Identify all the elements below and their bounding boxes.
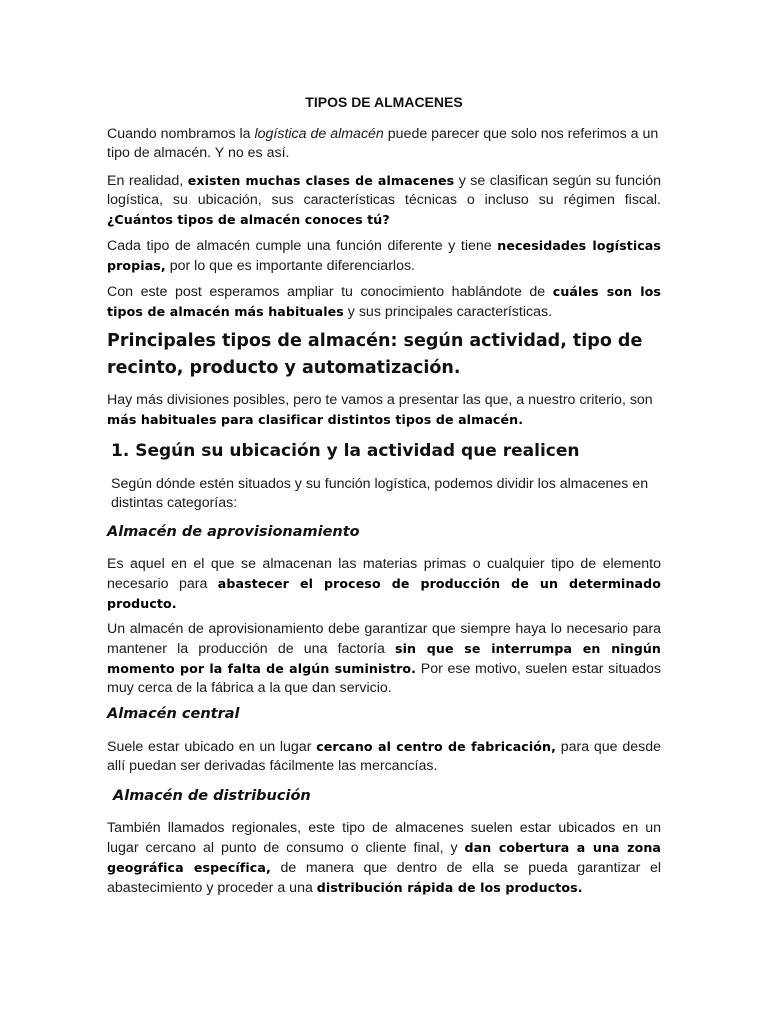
document-title: TIPOS DE ALMACENES	[305, 94, 463, 110]
bold-text: existen muchas clases de almacenes	[187, 173, 455, 188]
italic-term: logística de almacén	[254, 126, 384, 142]
heading-distribucion: Almacén de distribución	[113, 788, 311, 804]
heading-aprovisionamiento: Almacén de aprovisionamiento	[107, 524, 360, 540]
paragraph-aprov-1: Es aquel en el que se almacenan las materias primas o cualquier tipo de elemento necesario para abastecer el proceso de producción de un determinado producto.	[107, 556, 662, 611]
heading-central: Almacén central	[107, 706, 240, 722]
paragraph-realidad: En realidad, existen muchas clases de almacenes y se clasifican según su función logística, su ubicación, sus características técnicas o incluso su régimen fiscal. ¿Cuántos tipos de almacén conoces tú?	[107, 173, 661, 227]
paragraph-aprov-2: Un almacén de aprovisionamiento debe garantizar que siempre haya lo necesario para mantener la producción de una factoría sin que se interrumpa en ningún momento por la falta de algún suministro. Por ese motivo, suelen estar situados muy cerca de la fábrica a la que dan servicio.	[107, 621, 661, 696]
paragraph-intro: Cuando nombramos la logística de almacén puede parecer que solo nos referimos a un tipo de almacén. Y no es así.	[107, 126, 659, 161]
heading-principales: Principales tipos de almacén: según actividad, tipo de recinto, producto y automatización.	[107, 331, 643, 378]
bold-text: distribución rápida de los productos.	[316, 880, 583, 895]
paragraph-distribucion: También llamados regionales, este tipo de almacenes suelen estar ubicados en un lugar cercano al punto de consumo o cliente final, y dan cobertura a una zona geográfica específica, de manera que dentro de ella se pueda garantizar el abastecimiento y proceder a una distribución rápida de los productos.	[107, 820, 661, 896]
paragraph-segun: Según dónde estén situados y su función logística, podemos dividir los almacenes en distintas categorías:	[111, 476, 649, 511]
bold-text: dan cobertura a una zona geográfica específica,	[107, 840, 661, 875]
bold-text: cuáles son los tipos de almacén más habituales	[107, 284, 661, 319]
bold-text: cercano al centro de fabricación,	[316, 739, 556, 754]
bold-text: necesidades logísticas propias,	[107, 238, 661, 273]
heading-section-1: 1. Según su ubicación y la actividad que realicen	[111, 441, 580, 461]
bold-text: abastecer el proceso de producción de un determinado producto.	[107, 576, 662, 611]
bold-question: ¿Cuántos tipos de almacén conoces tú?	[107, 212, 390, 227]
paragraph-divisiones: Hay más divisiones posibles, pero te vamos a presentar las que, a nuestro criterio, son más habituales para clasificar distintos tipos de almacén.	[107, 392, 653, 427]
bold-text: sin que se interrumpa en ningún momento por la falta de algún suministro.	[107, 641, 661, 676]
paragraph-central: Suele estar ubicado en un lugar cercano al centro de fabricación, para que desde allí puedan ser derivadas fácilmente las mercancías.	[107, 739, 661, 774]
paragraph-post: Con este post esperamos ampliar tu conocimiento hablándote de cuáles son los tipos de almacén más habituales y sus principales características.	[107, 284, 661, 320]
paragraph-funcion: Cada tipo de almacén cumple una función diferente y tiene necesidades logísticas propias, por lo que es importante diferenciarlos.	[107, 238, 661, 274]
bold-text: más habituales para clasificar distintos tipos de almacén.	[107, 412, 524, 427]
